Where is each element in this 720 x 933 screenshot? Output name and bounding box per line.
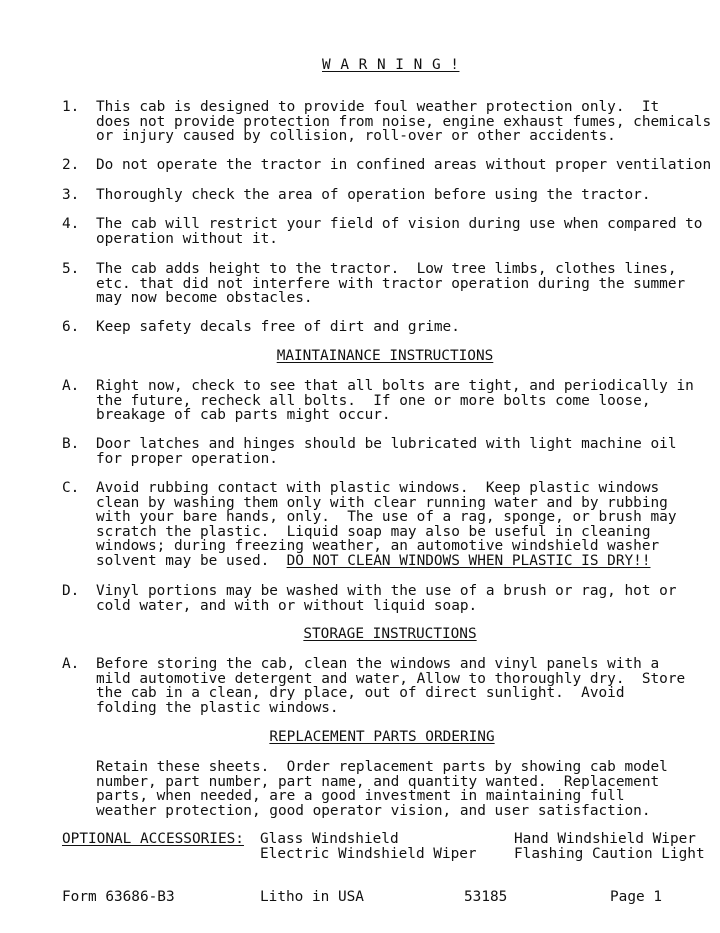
accessory-item: Glass Windshield — [260, 831, 399, 847]
item-line: cold water, and with or without liquid soap. — [96, 597, 478, 614]
item-line: breakage of cab parts might occur. — [96, 407, 391, 424]
item-line: may now become obstacles. — [96, 290, 313, 307]
page-title: W A R N I N G ! — [322, 57, 460, 73]
item-number: 5. — [62, 261, 80, 277]
item-line: This cab is designed to provide foul weather protection only. It — [96, 99, 660, 115]
replacement-line: Retain these sheets. Order replacement parts by showing cab model — [96, 759, 668, 775]
replacement-line: number, part number, part name, and quantity wanted. Replacement — [96, 773, 660, 790]
item-line: Do not operate the tractor in confined areas without proper ventilation — [96, 157, 712, 173]
item-line: operation without it. — [96, 230, 278, 247]
item-number: C. — [62, 480, 80, 496]
item-line: Thoroughly check the area of operation before using the tractor. — [96, 187, 651, 203]
footer-page-number: Page 1 — [610, 889, 662, 905]
accessory-item: Electric Windshield Wiper — [260, 845, 477, 862]
replacement-heading: REPLACEMENT PARTS ORDERING — [269, 729, 495, 745]
item-number: D. — [62, 583, 80, 599]
replacement-line: weather protection, good operator vision, and user satisfaction. — [96, 802, 651, 819]
accessory-item: Hand Windshield Wiper — [514, 831, 696, 847]
item-line: or injury caused by collision, roll-over or other accidents. — [96, 128, 616, 145]
item-line: the cab in a clean, dry place, out of direct sunlight. Avoid — [96, 685, 625, 702]
item-line — [96, 554, 651, 569]
item-number: 3. — [62, 187, 80, 203]
item-line: clean by washing them only with clear running water and by rubbing — [96, 494, 668, 511]
item-number: 4. — [62, 216, 80, 232]
item-line: Right now, check to see that all bolts are tight, and periodically in — [96, 378, 694, 394]
storage-heading: STORAGE INSTRUCTIONS — [303, 626, 477, 642]
item-number: A. — [62, 378, 80, 394]
item-number: 6. — [62, 319, 80, 335]
maintenance-heading: MAINTAINANCE INSTRUCTIONS — [276, 348, 494, 364]
item-line: with your bare hands, only. The use of a rag, sponge, or brush may — [96, 509, 677, 526]
item-line: Vinyl portions may be washed with the use of a brush or rag, hot or — [96, 583, 677, 599]
footer-form-number: Form 63686-B3 — [62, 889, 175, 905]
item-line: for proper operation. — [96, 450, 278, 467]
item-line: windows; during freezing weather, an automotive windshield washer — [96, 538, 660, 555]
accessories-label: OPTIONAL ACCESSORIES: — [62, 831, 244, 847]
item-line: The cab will restrict your field of vision during use when compared to — [96, 216, 703, 232]
item-number: 1. — [62, 99, 80, 115]
item-line: does not provide protection from noise, engine exhaust fumes, chemicals — [96, 113, 712, 130]
item-line-text: solvent may be used. — [96, 553, 287, 569]
item-number: 2. — [62, 157, 80, 173]
footer-litho: Litho in USA — [260, 889, 364, 905]
item-line: Avoid rubbing contact with plastic windows. Keep plastic windows — [96, 480, 660, 496]
item-line: Before storing the cab, clean the windows and vinyl panels with a — [96, 656, 660, 672]
item-line: Keep safety decals free of dirt and grime. — [96, 319, 460, 335]
item-line: mild automotive detergent and water, Allow to thoroughly dry. Store — [96, 670, 686, 687]
item-line: Door latches and hinges should be lubricated with light machine oil — [96, 436, 677, 452]
item-line: the future, recheck all bolts. If one or more bolts come loose, — [96, 392, 651, 409]
dry-warning-underlined: DO NOT CLEAN WINDOWS WHEN PLASTIC IS DRY!! — [286, 553, 651, 569]
item-number: A. — [62, 656, 80, 672]
item-line: folding the plastic windows. — [96, 699, 339, 716]
footer-code: 53185 — [464, 889, 508, 905]
item-line: scratch the plastic. Liquid soap may also be useful in cleaning — [96, 523, 651, 540]
item-number: B. — [62, 436, 80, 452]
item-line: The cab adds height to the tractor. Low tree limbs, clothes lines, — [96, 261, 677, 277]
item-line: etc. that did not interfere with tractor operation during the summer — [96, 275, 686, 292]
accessory-item: Flashing Caution Light — [514, 845, 705, 862]
replacement-line: parts, when needed, are a good investment in maintaining full — [96, 788, 625, 805]
